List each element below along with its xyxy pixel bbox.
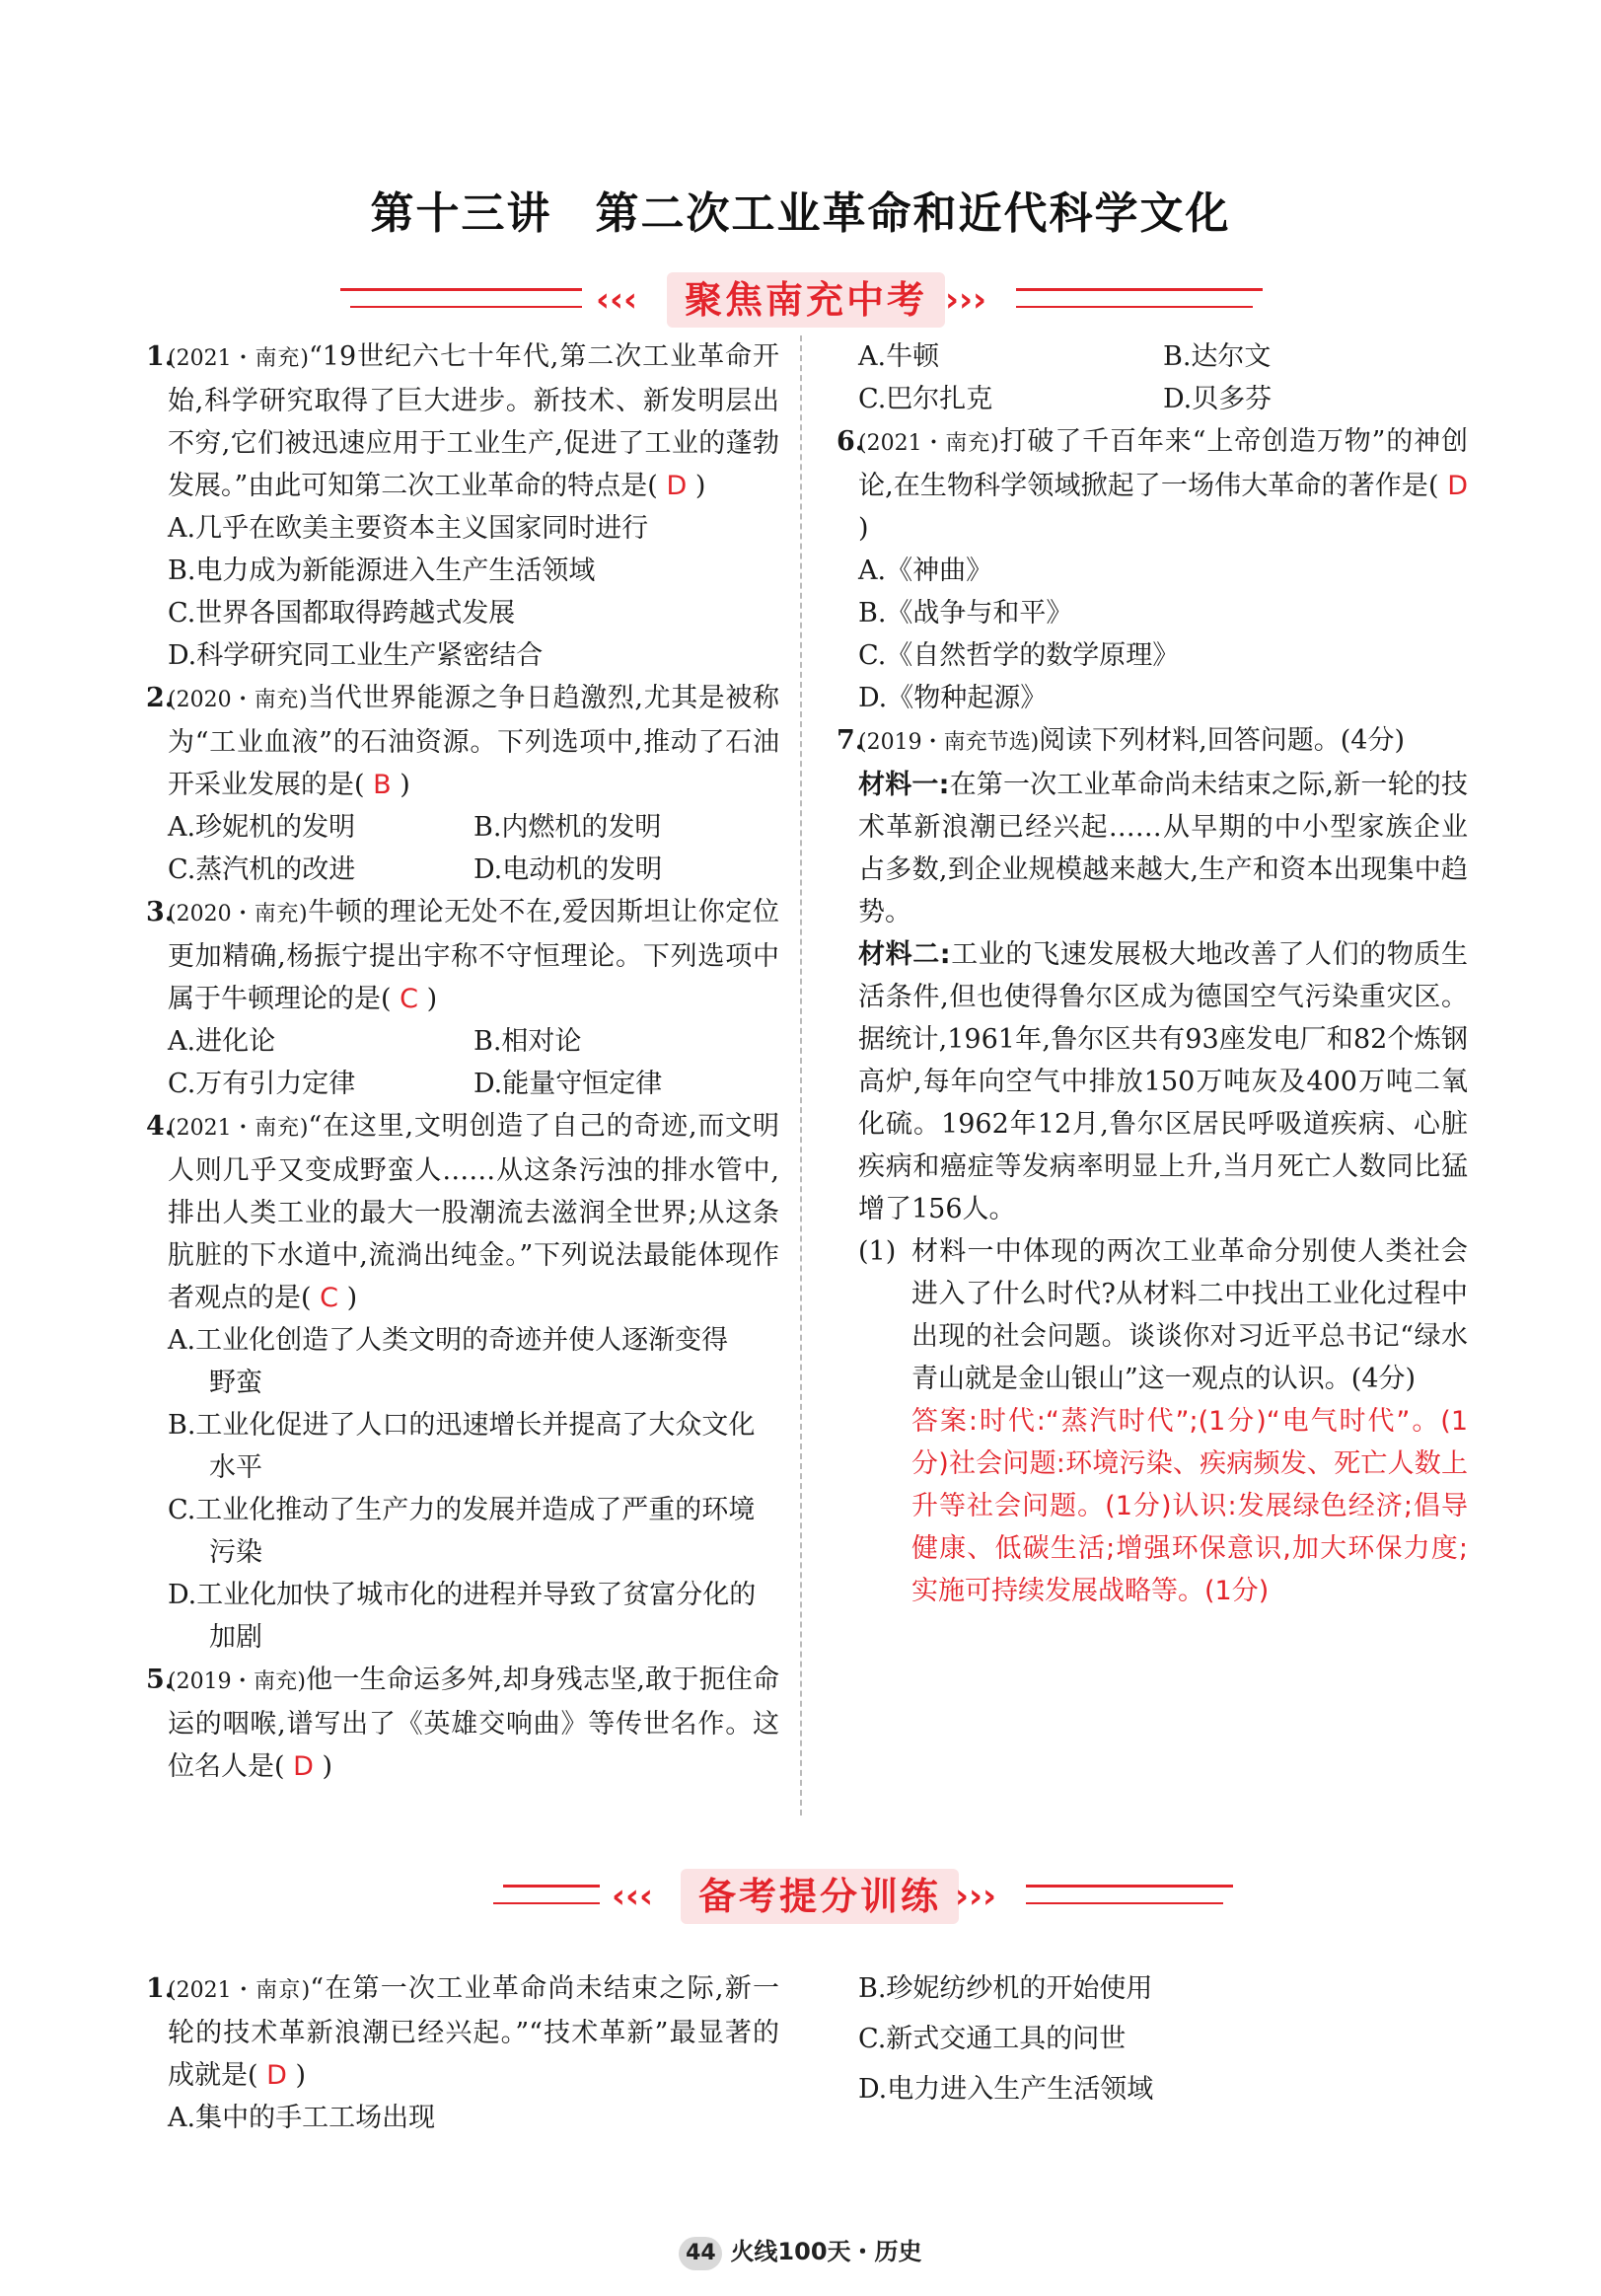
material-1: 材料一:在第一次工业革命尚未结束之际,新一轮的技术革新浪潮已经兴起……从早期的中小型家族企业占多数,到企业规模越来越大,生产和资本出现集中趋势。: [858, 770, 1468, 927]
option-b: B.电力成为新能源进入生产生活领域: [168, 555, 596, 586]
practice-question-1: 1. (2021・南京)“在第一次工业革命尚未结束之际,新一轮的技术革新浪潮已经兴起。”“技术革新”最显著的成就是( D ): [146, 1973, 780, 2091]
right-column: [837, 335, 1468, 1612]
practice-banner: ‹‹‹ 备考提分训练 ›››: [0, 1863, 1601, 1932]
practice-banner-label: 备考提分训练: [681, 1869, 959, 1924]
option-c: C.新式交通工具的问世: [858, 2024, 1127, 2054]
option-c: C.工业化推动了生产力的发展并造成了严重的环境 污染: [168, 1495, 756, 1568]
option-b: B.达尔文: [1163, 341, 1272, 372]
option-a: A.牛顿: [858, 341, 940, 372]
question-2: 2. (2020・南充)当代世界能源之争日趋激烈,尤其是被称为“工业血液”的石油资源。下列选项中,推动了石油开采业发展的是( B ): [146, 683, 780, 800]
option-c: C.世界各国都取得跨越式发展: [168, 598, 516, 629]
option-d: D.《物种起源》: [858, 683, 1048, 713]
answer-mark: C: [400, 984, 418, 1014]
option-b: B.相对论: [473, 1026, 582, 1057]
lecture-title: 第二次工业革命和近代科学文化: [595, 188, 1231, 239]
answer-mark: D: [266, 2060, 287, 2091]
material-2: 材料二:工业的飞速发展极大地改善了人们的物质生活条件,但也使得鲁尔区成为德国空气污染重灾区。据统计,1961年,鲁尔区共有93座发电厂和82个炼钢高炉,每年向空气中排放150万吨灰及400万吨二氧化硫。1962年12月,鲁尔区居民呼吸道疾病、心脏疾病和癌症等发病率明显上升,当月死亡人数同比猛增了156人。: [858, 939, 1468, 1224]
practice-left-column: [146, 1967, 779, 2139]
answer-mark: D: [666, 471, 688, 501]
option-d: D.贝多芬: [1163, 384, 1273, 414]
option-d: D.科学研究同工业生产紧密结合: [168, 640, 544, 671]
option-b: B.珍妮纺纱机的开始使用: [858, 1973, 1153, 2004]
option-a: A.珍妮机的发明: [168, 812, 356, 843]
focus-banner-label: 聚焦南充中考: [667, 272, 945, 328]
option-c: C.蒸汽机的改进: [168, 854, 356, 885]
option-a: A.几乎在欧美主要资本主义国家同时进行: [168, 513, 649, 544]
option-c: C.万有引力定律: [168, 1069, 356, 1099]
option-a: A.集中的手工工场出现: [168, 2103, 436, 2133]
page-footer: [0, 2232, 1601, 2270]
option-d: D.电力进入生产生活领域: [858, 2074, 1154, 2105]
answer-mark: B: [373, 770, 392, 800]
question-7: 7. (2019・南充节选)阅读下列材料,回答问题。(4分): [837, 725, 1405, 756]
question-5: 5. (2019・南充)他一生命运多舛,却身残志坚,敢于扼住命运的咽喉,谱写出了《英雄交响曲》等传世名作。这位名人是( D ): [146, 1665, 779, 1782]
practice-right-column: [858, 1967, 1470, 2111]
question-3: 3. (2020・南充)牛顿的理论无处不在,爱因斯坦让你定位更加精确,杨振宁提出宇称不守恒理论。下列选项中属于牛顿理论的是( C ): [146, 897, 780, 1014]
option-d: D.电动机的发明: [473, 854, 663, 885]
page-number: 44: [679, 2237, 722, 2270]
option-d: D.工业化加快了城市化的进程并导致了贫富分化的 加剧: [168, 1580, 757, 1653]
option-c: C.巴尔扎克: [858, 384, 993, 414]
lecture-number: 第十三讲: [370, 188, 552, 239]
option-b: B.内燃机的发明: [473, 812, 662, 843]
option-b: B.工业化促进了人口的迅速增长并提高了大众文化 水平: [168, 1410, 756, 1483]
page-title: [0, 178, 1601, 241]
question-6: 6. (2021・南充)打破了千百年来“上帝创造万物”的神创论,在生物科学领域掀起了一场伟大革命的著作是( D ): [837, 426, 1468, 544]
option-c: C.《自然哲学的数学原理》: [858, 640, 1180, 671]
question-1: 1. (2021・南充)“19世纪六七十年代,第二次工业革命开始,科学研究取得了巨大进步。新技术、新发明层出不穷,它们被迅速应用于工业生产,促进了工业的蓬勃发展。”由此可知第二次工业革命的特点是( D ): [146, 341, 780, 501]
question-4: 4. (2021・南充)“在这里,文明创造了自己的奇迹,而文明人则几乎又变成野蛮人……从这条污浊的排水管中,排出人类工业的最大一股潮流去滋润全世界;从这条肮脏的下水道中,流淌出纯金。”下列说法最能体现作者观点的是( C ): [146, 1111, 779, 1313]
column-divider: [800, 335, 802, 1815]
answer-mark: D: [293, 1751, 314, 1782]
option-a: A.进化论: [168, 1026, 276, 1057]
option-b: B.《战争与和平》: [858, 598, 1073, 629]
book-title: 火线100天・历史: [730, 2238, 922, 2265]
sub-question-1: (1) 材料一中体现的两次工业革命分别使人类社会进入了什么时代?从材料二中找出工业化过程中出现的社会问题。谈谈你对习近平总书记“绿水青山就是金山银山”这一观点的认识。(4分) 答案:时代:“蒸汽时代”;(1分)“电气时代”。(1分)社会问题:环境污染、疾病频发、死亡人数上升等社会问题。(1分)认识:发展绿色经济;倡导健康、低碳生活;增强环保意识,加大环保力度;实施可持续发展战略等。(1分): [837, 1230, 1468, 1612]
option-d: D.能量守恒定律: [473, 1069, 663, 1099]
option-a: A.工业化创造了人类文明的奇迹并使人逐渐变得 野蛮: [168, 1325, 729, 1398]
answer-mark: D: [1447, 471, 1468, 501]
focus-banner: ‹‹‹ 聚焦南充中考 ›››: [0, 266, 1601, 335]
left-column: [146, 335, 779, 1788]
answer-mark: C: [320, 1283, 338, 1313]
option-a: A.《神曲》: [858, 555, 993, 586]
answer-text: 答案:时代:“蒸汽时代”;(1分)“电气时代”。(1分)社会问题:环境污染、疾病频发、死亡人数上升等社会问题。(1分)认识:发展绿色经济;倡导健康、低碳生活;增强环保意识,加大环保力度;实施可持续发展战略等。(1分): [911, 1406, 1468, 1606]
